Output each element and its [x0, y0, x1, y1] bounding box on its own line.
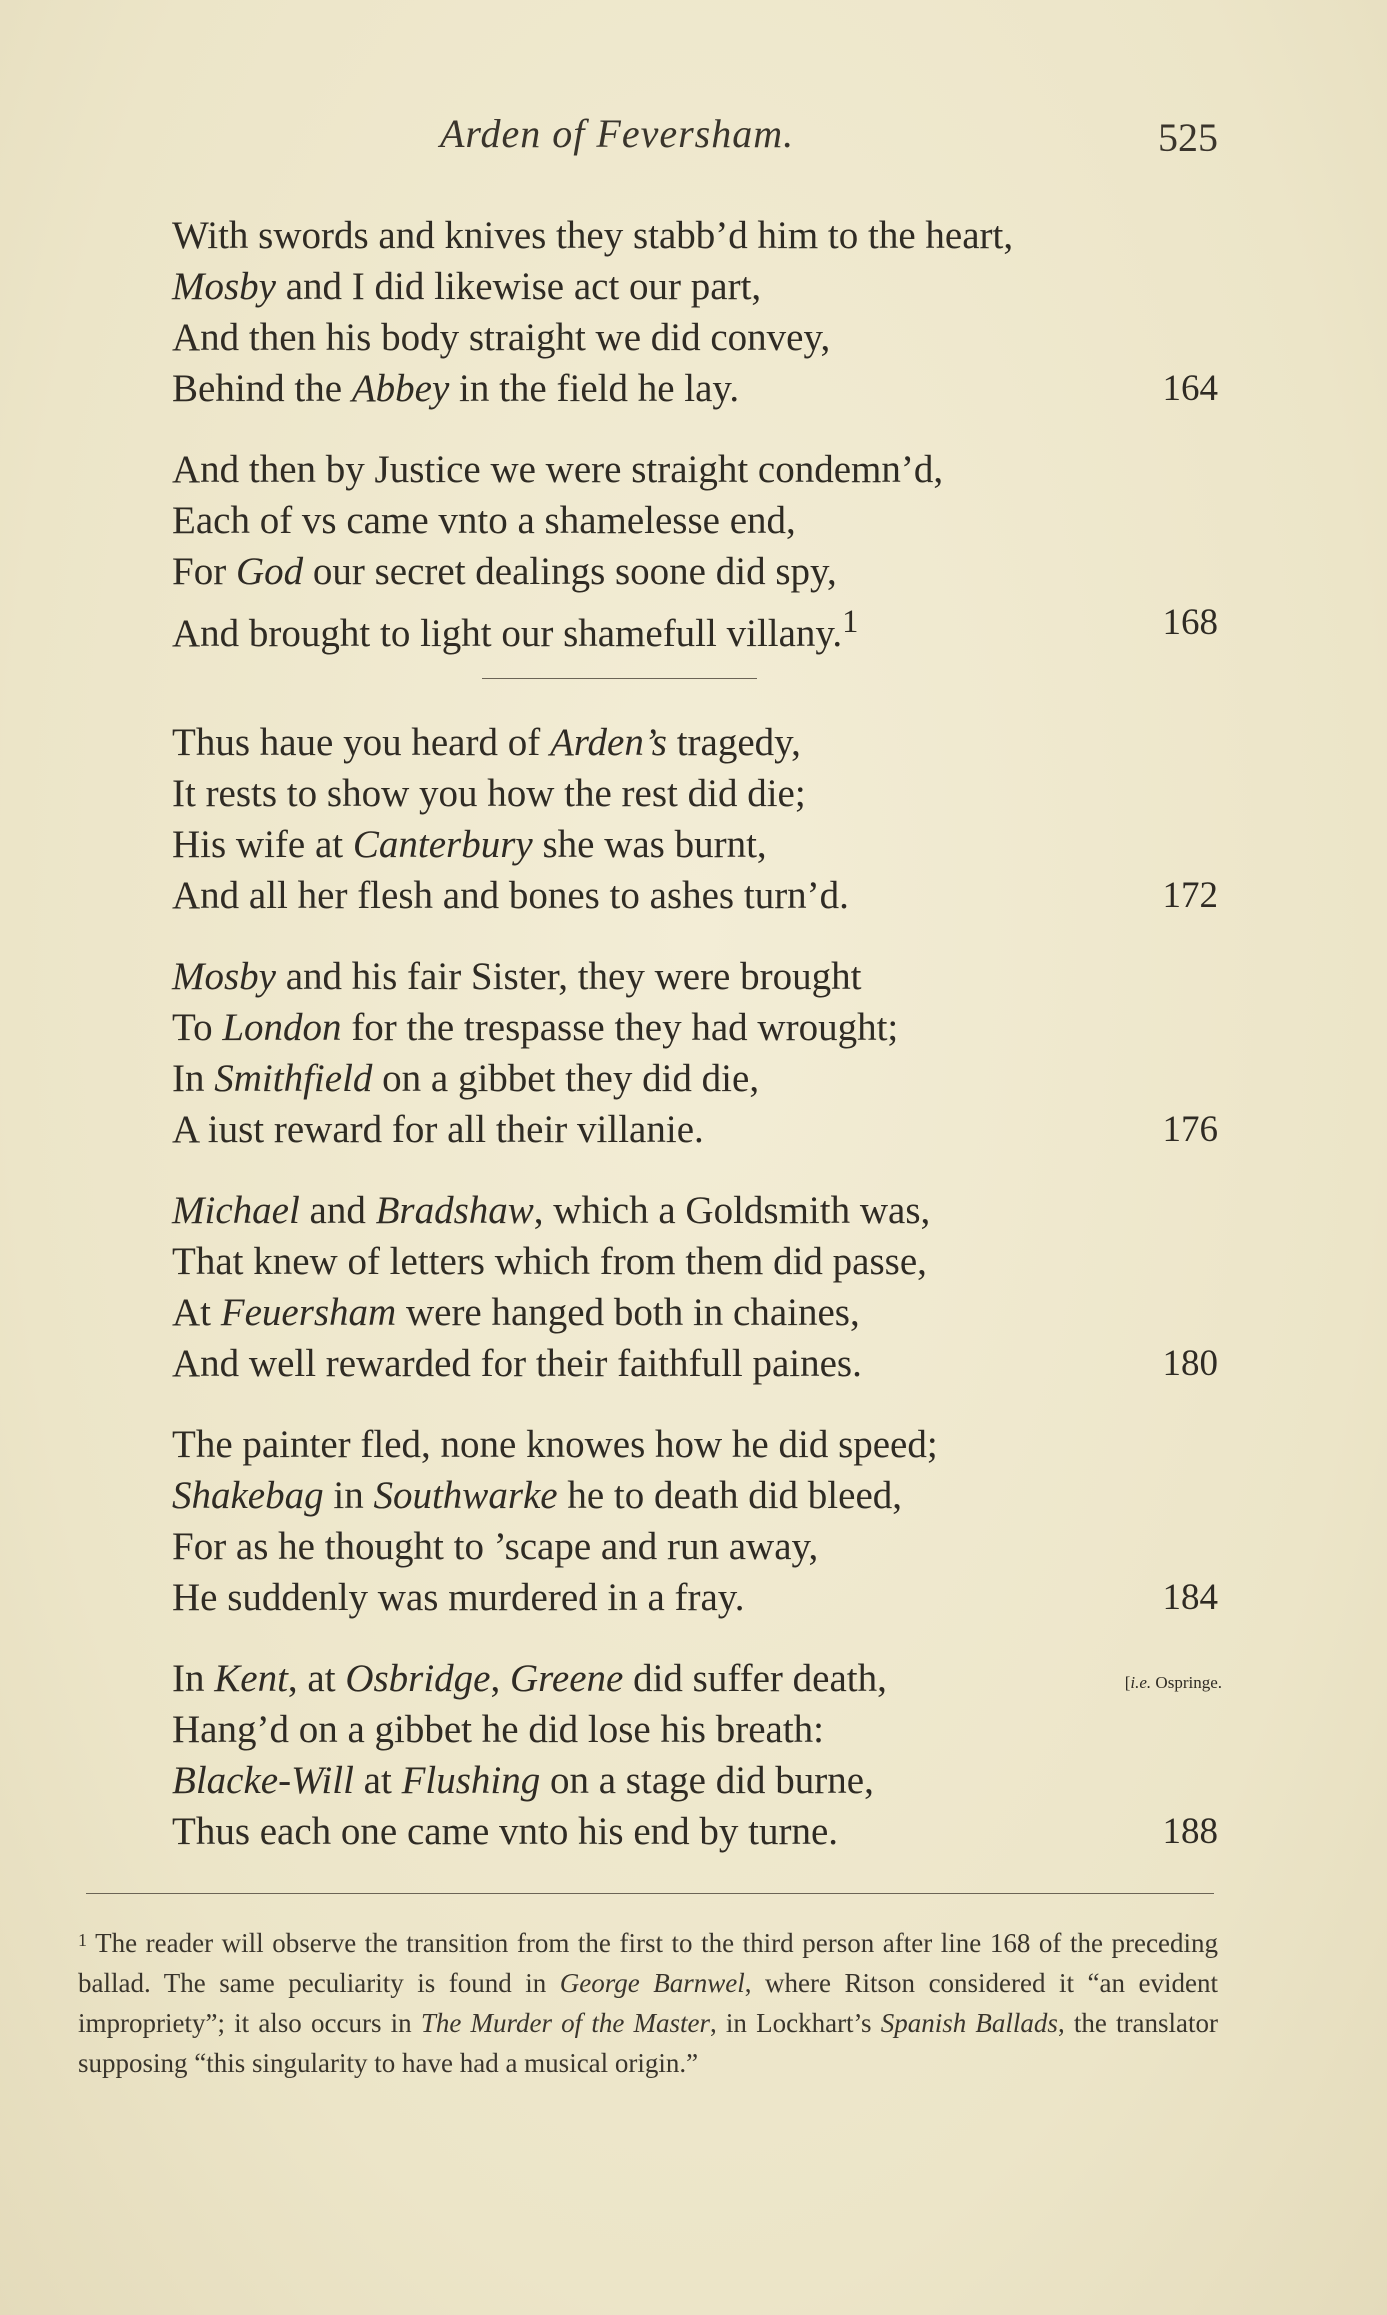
- text-run: , which a Goldsmith was,: [533, 1189, 931, 1232]
- footnote-marker: 1: [78, 1930, 87, 1950]
- verse-text: [172, 1423, 938, 1466]
- verse-line: [172, 1806, 1222, 1857]
- text-run: and his fair Sister, they were brought: [275, 955, 862, 998]
- verse-line: [172, 768, 1222, 819]
- verse-text: [172, 265, 761, 308]
- text-run: on a stage did burne,: [540, 1759, 874, 1802]
- verse-text: [172, 1474, 902, 1517]
- verse-line: [172, 1572, 1222, 1623]
- text-run: And then his body straight we did convey,: [172, 316, 831, 359]
- stanza: [172, 1419, 1222, 1623]
- italic-text: Osbridge: [345, 1657, 491, 1700]
- line-number: 172: [1162, 875, 1218, 916]
- text-run: ,: [490, 1657, 510, 1700]
- verse-line: [172, 951, 1222, 1002]
- italic-text: London: [222, 1006, 342, 1049]
- text-run: , where Ritson considered it “an evident impropriety”; it also occurs in: [78, 1968, 1219, 2038]
- text-run: Hang’d on a gibbet he did lose his breath:: [172, 1708, 825, 1751]
- verse-text: [172, 1291, 860, 1334]
- italic-text: Mosby: [172, 955, 276, 998]
- verse-line: [172, 363, 1222, 414]
- italic-text: i.e.: [1130, 1673, 1152, 1692]
- verse-line: [172, 1704, 1222, 1755]
- text-run: And well rewarded for their faithfull paines.: [172, 1342, 862, 1385]
- text-run: For: [172, 550, 236, 593]
- text-run: His wife at: [172, 823, 353, 866]
- verse-line: [172, 1002, 1222, 1053]
- verse-text: [172, 823, 767, 866]
- text-run: [: [1124, 1673, 1131, 1692]
- text-run: in the field he lay.: [449, 367, 740, 410]
- text-run: Each of vs came vnto a shamelesse end,: [172, 499, 796, 542]
- text-run: , at: [287, 1657, 346, 1700]
- text-run: , the translator supposing “this singularity to have had a musical origin.”: [78, 2008, 1219, 2078]
- verse-text: [172, 721, 801, 764]
- verse-line: [172, 495, 1222, 546]
- text-run: At: [172, 1291, 221, 1334]
- stanza: [172, 210, 1222, 414]
- page-header: [0, 110, 1387, 170]
- ballad-text: [172, 210, 1222, 1887]
- text-run: Behind the: [172, 367, 352, 410]
- section-divider: [482, 678, 757, 679]
- text-run: Ospringe.: [1151, 1673, 1222, 1692]
- text-run: and I did likewise act our part,: [275, 265, 762, 308]
- italic-text: Blacke-Will: [172, 1759, 354, 1802]
- verse-line: [172, 546, 1222, 597]
- text-run: In: [172, 1657, 215, 1700]
- verse-text: [172, 550, 837, 593]
- verse-text: [172, 1810, 838, 1853]
- verse-line: [172, 1419, 1222, 1470]
- text-run: With swords and knives they stabb’d him to the heart,: [172, 214, 1014, 257]
- text-run: Thus each one came vnto his end by turne.: [172, 1810, 839, 1853]
- italic-text: George Barnwel: [559, 1968, 745, 1998]
- verse-text: [172, 1759, 874, 1802]
- text-run: He suddenly was murdered in a fray.: [172, 1576, 745, 1619]
- text-run: To: [172, 1006, 223, 1049]
- verse-line: [172, 870, 1222, 921]
- italic-text: Arden’s: [549, 721, 667, 764]
- text-run: For as he thought to ’scape and run away,: [172, 1525, 819, 1568]
- text-run: And brought to light our shamefull villany.: [172, 612, 843, 655]
- verse-line: [172, 1236, 1222, 1287]
- text-run: in: [323, 1474, 374, 1517]
- text-run: she was burnt,: [532, 823, 767, 866]
- text-run: It rests to show you how the rest did die;: [172, 772, 806, 815]
- stanza: [172, 1185, 1222, 1389]
- text-run: The painter fled, none knowes how he did speed;: [172, 1423, 938, 1466]
- text-run: did suffer death,: [623, 1657, 887, 1700]
- verse-text: [172, 448, 943, 491]
- text-run: at: [353, 1759, 402, 1802]
- stanza: [172, 444, 1222, 655]
- verse-text: [172, 1006, 898, 1049]
- verse-line: [172, 1104, 1222, 1155]
- text-run: he to death did bleed,: [557, 1474, 903, 1517]
- verse-line: [172, 210, 1222, 261]
- verse-line: [172, 312, 1222, 363]
- italic-text: The Murder of the Master: [420, 2008, 710, 2038]
- verse-text: [172, 604, 859, 655]
- verse-text: [172, 499, 796, 542]
- verse-text: [172, 1525, 818, 1568]
- italic-text: Shakebag: [172, 1474, 324, 1517]
- verse-line: [172, 1755, 1222, 1806]
- verse-line: [172, 1521, 1222, 1572]
- margin-note: [1125, 1657, 1222, 1708]
- text-run: In: [172, 1057, 215, 1100]
- verse-text: [172, 1057, 759, 1100]
- italic-text: Southwarke: [373, 1474, 558, 1517]
- verse-line: [172, 1653, 1222, 1704]
- text-run: That knew of letters which from them did passe,: [172, 1240, 927, 1283]
- verse-line: [172, 1338, 1222, 1389]
- footnote: [78, 1920, 1218, 2083]
- text-run: and: [299, 1189, 376, 1232]
- line-number: 180: [1162, 1343, 1218, 1384]
- line-number: 176: [1162, 1109, 1218, 1150]
- text-run: our secret dealings soone did spy,: [303, 550, 837, 593]
- stanza: [172, 1653, 1222, 1857]
- verse-text: [172, 1576, 745, 1619]
- italic-text: God: [235, 550, 304, 593]
- verse-line: [172, 1287, 1222, 1338]
- italic-text: Canterbury: [352, 823, 533, 866]
- text-run: on a gibbet they did die,: [372, 1057, 760, 1100]
- text-run: And all her flesh and bones to ashes turn’d.: [172, 874, 849, 917]
- verse-line: [172, 261, 1222, 312]
- italic-text: Bradshaw: [375, 1189, 534, 1232]
- page-number: 525: [1158, 115, 1218, 160]
- verse-line: [172, 597, 1222, 655]
- running-title: Arden of Feversham.: [440, 111, 795, 156]
- italic-text: Flushing: [401, 1759, 541, 1802]
- footnote-marker: 1: [842, 604, 859, 640]
- verse-text: [172, 1189, 930, 1232]
- text-run: A iust reward for all their villanie.: [172, 1108, 704, 1151]
- verse-text: [172, 1342, 862, 1385]
- italic-text: Greene: [510, 1657, 624, 1700]
- verse-text: [172, 955, 861, 998]
- text-run: were hanged both in chaines,: [396, 1291, 860, 1334]
- verse-text: [172, 316, 830, 359]
- stanza: [172, 951, 1222, 1155]
- verse-line: [172, 1470, 1222, 1521]
- text-run: , in Lockhart’s: [710, 2008, 881, 2038]
- verse-text: [172, 874, 849, 917]
- verse-line: [172, 1185, 1222, 1236]
- verse-line: [172, 819, 1222, 870]
- verse-text: [172, 772, 806, 815]
- verse-text: [172, 367, 739, 410]
- italic-text: Spanish Ballads: [880, 2008, 1058, 2038]
- verse-line: [172, 717, 1222, 768]
- verse-text: [172, 1708, 824, 1751]
- verse-text: [172, 1240, 927, 1283]
- italic-text: Kent: [214, 1657, 288, 1700]
- verse-line: [172, 444, 1222, 495]
- line-number: 188: [1162, 1811, 1218, 1852]
- text-run: Thus haue you heard of: [172, 721, 550, 764]
- line-number: 164: [1162, 368, 1218, 409]
- footnote-divider: [86, 1893, 1214, 1894]
- italic-text: Mosby: [172, 265, 276, 308]
- italic-text: Michael: [172, 1189, 300, 1232]
- italic-text: Abbey: [351, 367, 450, 410]
- line-number: 184: [1162, 1577, 1218, 1618]
- verse-text: [172, 1657, 887, 1700]
- verse-text: [172, 214, 1013, 257]
- verse-line: [172, 1053, 1222, 1104]
- text-run: tragedy,: [666, 721, 801, 764]
- text-run: for the trespasse they had wrought;: [341, 1006, 899, 1049]
- italic-text: Smithfield: [214, 1057, 373, 1100]
- verse-text: [172, 1108, 704, 1151]
- text-run: The reader will observe the transition from the first to the third person after line 168 of the preceding ballad. The same peculiarity is found in: [78, 1928, 1218, 1998]
- text-run: And then by Justice we were straight condemn’d,: [172, 448, 944, 491]
- stanza: [172, 717, 1222, 921]
- line-number: 168: [1162, 602, 1218, 643]
- italic-text: Feuersham: [220, 1291, 397, 1334]
